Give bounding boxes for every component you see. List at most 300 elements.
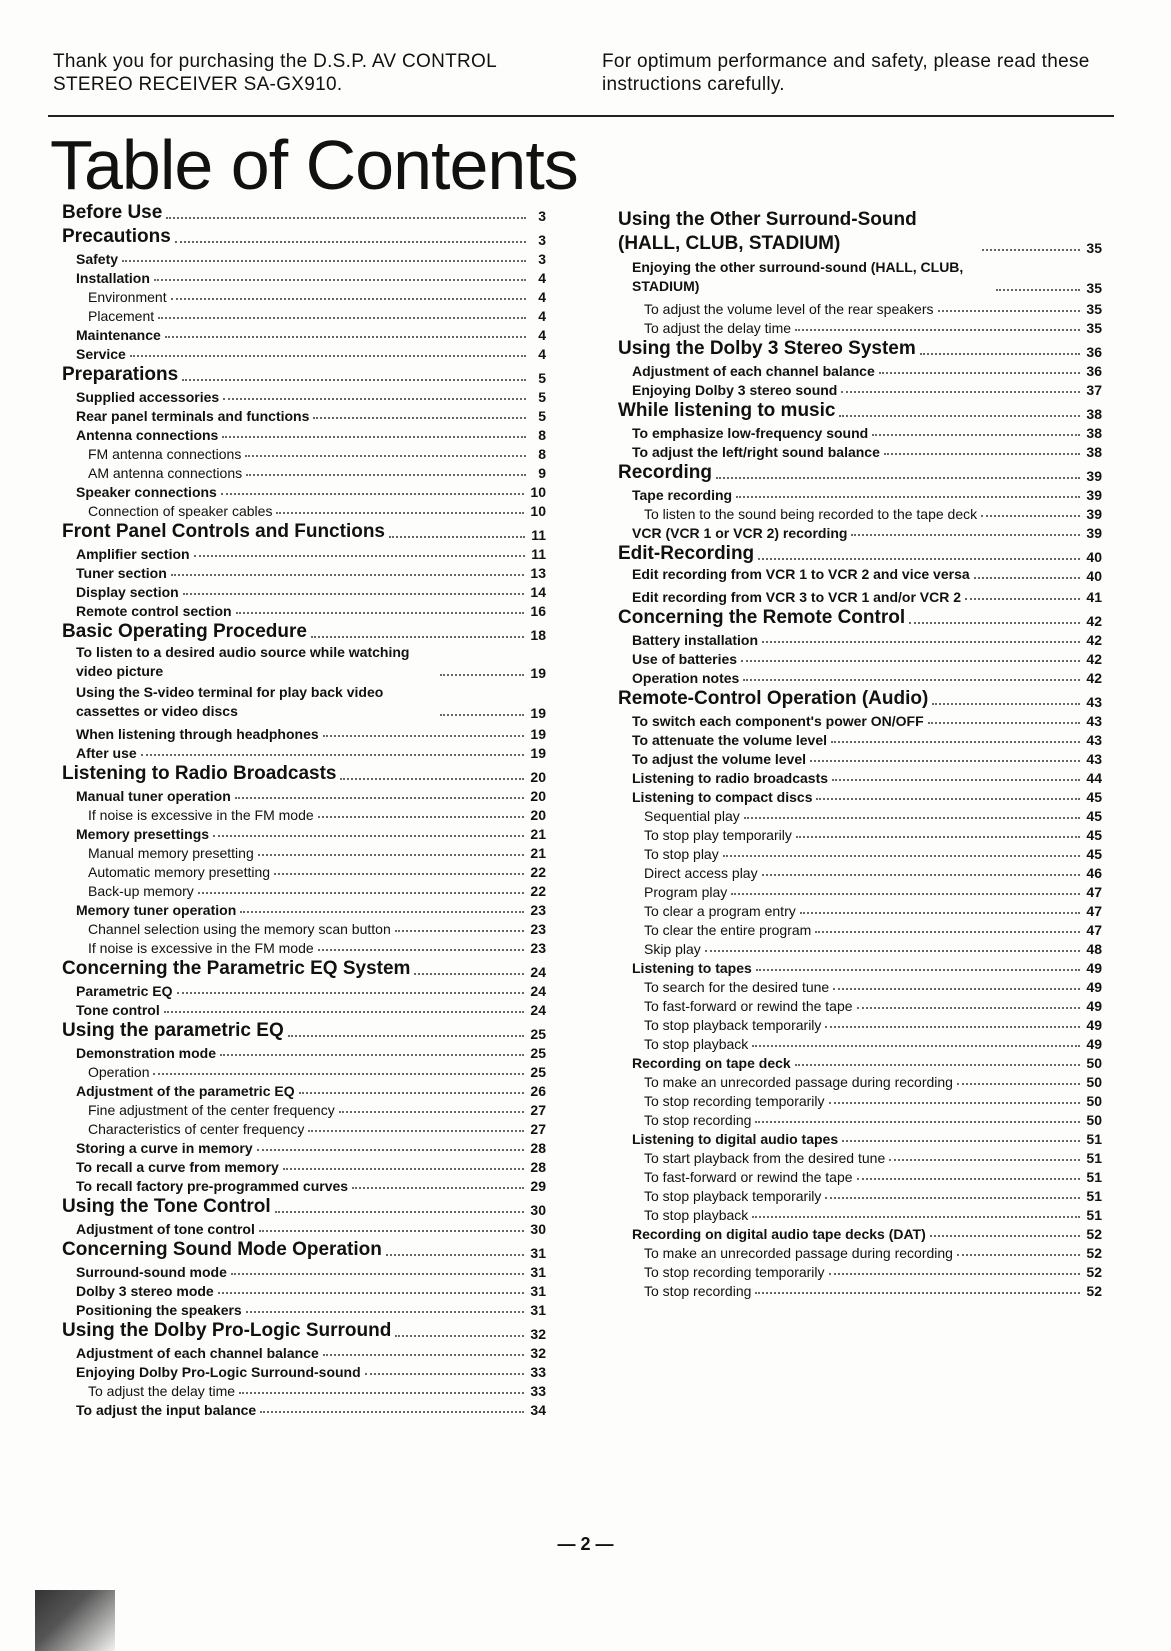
toc-entry bbox=[618, 1223, 1102, 1242]
toc-entry-title: To stop recording temporarily bbox=[644, 1093, 825, 1109]
toc-entry-page: 51 bbox=[1086, 1150, 1102, 1166]
toc-entry-page: 20 bbox=[530, 769, 546, 785]
toc-entry-title: Demonstration mode bbox=[76, 1045, 217, 1061]
toc-entry bbox=[618, 317, 1102, 336]
toc-entry bbox=[62, 386, 546, 405]
leader-dots bbox=[920, 353, 1081, 355]
toc-entry bbox=[62, 1299, 546, 1318]
toc-entry bbox=[62, 600, 546, 619]
toc-entry bbox=[62, 1137, 546, 1156]
leader-dots bbox=[395, 930, 525, 932]
toc-entry-page: 10 bbox=[530, 503, 546, 519]
toc-entry-title: Front Panel Controls and Functions bbox=[62, 521, 385, 542]
toc-entry-title: Connection of speaker cables bbox=[88, 503, 273, 519]
toc-entry-page: 43 bbox=[1086, 694, 1102, 710]
toc-entry-page: 52 bbox=[1086, 1245, 1102, 1261]
toc-entry-title: Fine adjustment of the center frequency bbox=[88, 1102, 335, 1118]
toc-entry-title: Rear panel terminals and functions bbox=[76, 408, 310, 424]
leader-dots bbox=[810, 760, 1080, 762]
toc-entry-page: 43 bbox=[1086, 713, 1102, 729]
toc-entry bbox=[62, 443, 546, 462]
toc-entry-title: Preparations bbox=[62, 364, 179, 385]
leader-dots bbox=[731, 893, 1080, 895]
leader-dots bbox=[829, 1273, 1081, 1275]
toc-entry-page: 11 bbox=[531, 527, 546, 543]
toc-entry-title: Amplifier section bbox=[76, 546, 190, 562]
toc-entry-page: 3 bbox=[538, 232, 546, 248]
leader-dots bbox=[288, 1035, 525, 1037]
toc-entry-title: To recall factory pre-programmed curves bbox=[76, 1178, 349, 1194]
leader-dots bbox=[220, 1054, 524, 1056]
toc-entry bbox=[62, 1156, 546, 1175]
leader-dots bbox=[323, 1354, 525, 1356]
toc-entry bbox=[62, 880, 546, 899]
leader-dots bbox=[246, 474, 526, 476]
leader-dots bbox=[221, 493, 525, 495]
leader-dots bbox=[974, 577, 1081, 579]
leader-dots bbox=[194, 555, 526, 557]
toc-entry-title: Listening to tapes bbox=[632, 960, 752, 976]
toc-entry-title: Use of batteries bbox=[632, 651, 738, 667]
toc-entry-page: 34 bbox=[530, 1402, 546, 1418]
toc-entry-title: When listening through headphones bbox=[76, 726, 319, 742]
leader-dots bbox=[705, 950, 1081, 952]
toc-entry-title: Speaker connections bbox=[76, 484, 217, 500]
toc-entry bbox=[62, 761, 546, 785]
toc-entry-page: 24 bbox=[530, 964, 546, 980]
toc-entry-title: Service bbox=[76, 346, 126, 362]
toc-entry-title: To fast-forward or rewind the tape bbox=[644, 1169, 853, 1185]
leader-dots bbox=[222, 436, 526, 438]
toc-entry-title: Recording on tape deck bbox=[632, 1055, 791, 1071]
toc-entry bbox=[618, 208, 1102, 256]
toc-entry-page: 28 bbox=[530, 1159, 546, 1175]
leader-dots bbox=[183, 593, 525, 595]
toc-entry bbox=[62, 842, 546, 861]
toc-entry bbox=[62, 305, 546, 324]
leader-dots bbox=[440, 674, 524, 676]
toc-entry-page: 38 bbox=[1086, 444, 1102, 460]
toc-entry-page: 49 bbox=[1086, 1017, 1102, 1033]
leader-dots bbox=[259, 1230, 525, 1232]
toc-entry-title: Adjustment of tone control bbox=[76, 1221, 255, 1237]
toc-entry-page: 14 bbox=[530, 584, 546, 600]
toc-entry-title: Maintenance bbox=[76, 327, 161, 343]
toc-entry bbox=[62, 519, 546, 543]
toc-entry bbox=[62, 1380, 546, 1399]
toc-entry-page: 47 bbox=[1086, 903, 1102, 919]
leader-dots bbox=[736, 496, 1080, 498]
toc-entry-page: 31 bbox=[530, 1245, 546, 1261]
toc-entry bbox=[62, 543, 546, 562]
toc-entry bbox=[618, 881, 1102, 900]
toc-entry-title: Edit recording from VCR 1 to VCR 2 and vice versa bbox=[632, 566, 970, 582]
toc-entry-title: AM antenna connections bbox=[88, 465, 243, 481]
toc-entry bbox=[618, 957, 1102, 976]
toc-entry bbox=[62, 1118, 546, 1137]
toc-entry-page: 28 bbox=[530, 1140, 546, 1156]
toc-entry-title: To search for the desired tune bbox=[644, 979, 830, 995]
toc-entry-page: 20 bbox=[530, 807, 546, 823]
leader-dots bbox=[795, 1064, 1081, 1066]
leader-dots bbox=[231, 1273, 525, 1275]
toc-entry-title: Recording bbox=[618, 462, 712, 483]
toc-entry-title: After use bbox=[76, 745, 137, 761]
toc-entry-page: 39 bbox=[1086, 525, 1102, 541]
toc-entry-page: 22 bbox=[530, 883, 546, 899]
leader-dots bbox=[815, 931, 1080, 933]
leader-dots bbox=[758, 558, 1080, 560]
toc-entry bbox=[618, 1166, 1102, 1185]
leader-dots bbox=[832, 779, 1080, 781]
toc-entry-page: 3 bbox=[538, 251, 546, 267]
toc-entry-page: 25 bbox=[530, 1064, 546, 1080]
toc-entry-title: To stop playback temporarily bbox=[644, 1017, 822, 1033]
toc-entry bbox=[62, 683, 546, 721]
toc-entry bbox=[618, 298, 1102, 317]
toc-entry-page: 52 bbox=[1086, 1226, 1102, 1242]
leader-dots bbox=[833, 988, 1080, 990]
leader-dots bbox=[982, 249, 1080, 251]
toc-entry-page: 4 bbox=[538, 308, 546, 324]
toc-entry bbox=[62, 405, 546, 424]
toc-entry-page: 4 bbox=[538, 270, 546, 286]
toc-entry bbox=[62, 1194, 546, 1218]
toc-entry-page: 13 bbox=[530, 565, 546, 581]
toc-entry-title: Using the parametric EQ bbox=[62, 1020, 284, 1041]
toc-entry bbox=[62, 861, 546, 880]
toc-entry bbox=[62, 1175, 546, 1194]
toc-entry-title: FM antenna connections bbox=[88, 446, 242, 462]
toc-entry bbox=[62, 742, 546, 761]
toc-entry bbox=[618, 586, 1102, 605]
toc-entry-page: 31 bbox=[530, 1264, 546, 1280]
toc-entry bbox=[618, 786, 1102, 805]
leader-dots bbox=[932, 703, 1080, 705]
toc-entry bbox=[618, 1147, 1102, 1166]
toc-entry-title: Adjustment of each channel balance bbox=[632, 363, 875, 379]
toc-entry bbox=[618, 1280, 1102, 1299]
leader-dots bbox=[800, 912, 1081, 914]
leader-dots bbox=[841, 391, 1080, 393]
toc-entry-page: 22 bbox=[530, 864, 546, 880]
toc-entry bbox=[618, 565, 1102, 584]
toc-entry-title: To stop recording bbox=[644, 1283, 752, 1299]
toc-entry bbox=[62, 424, 546, 443]
toc-entry-title: Safety bbox=[76, 251, 119, 267]
toc-entry-title: Using the Dolby Pro-Logic Surround bbox=[62, 1320, 392, 1341]
toc-entry-title: VCR (VCR 1 or VCR 2) recording bbox=[632, 525, 848, 541]
leader-dots bbox=[928, 722, 1081, 724]
leader-dots bbox=[386, 1254, 525, 1256]
toc-entry-title: Parametric EQ bbox=[76, 983, 173, 999]
toc-entry bbox=[618, 629, 1102, 648]
toc-entry-page: 46 bbox=[1086, 865, 1102, 881]
leader-dots bbox=[141, 754, 525, 756]
leader-dots bbox=[154, 279, 526, 281]
toc-entry bbox=[618, 729, 1102, 748]
leader-dots bbox=[339, 1111, 525, 1113]
toc-entry bbox=[618, 422, 1102, 441]
toc-entry bbox=[618, 484, 1102, 503]
toc-entry-title: Concerning the Parametric EQ System bbox=[62, 958, 411, 979]
toc-entry-page: 5 bbox=[538, 389, 546, 405]
toc-entry-page: 21 bbox=[530, 845, 546, 861]
toc-entry-page: 35 bbox=[1086, 280, 1102, 296]
toc-entry bbox=[62, 343, 546, 362]
leader-dots bbox=[308, 1130, 524, 1132]
leader-dots bbox=[825, 1026, 1080, 1028]
leader-dots bbox=[235, 797, 525, 799]
toc-entry-title: To stop recording bbox=[644, 1112, 752, 1128]
toc-entry bbox=[618, 1261, 1102, 1280]
page-title: Table of Contents bbox=[50, 126, 578, 204]
leader-dots bbox=[851, 534, 1080, 536]
toc-entry-page: 9 bbox=[538, 465, 546, 481]
toc-entry bbox=[618, 843, 1102, 862]
leader-dots bbox=[938, 310, 1081, 312]
toc-entry-page: 33 bbox=[530, 1383, 546, 1399]
toc-entry-title: To listen to the sound being recorded to the tape deck bbox=[644, 506, 978, 522]
leader-dots bbox=[213, 835, 524, 837]
toc-entry-page: 51 bbox=[1086, 1131, 1102, 1147]
toc-entry-title: Positioning the speakers bbox=[76, 1302, 242, 1318]
toc-entry-page: 52 bbox=[1086, 1283, 1102, 1299]
toc-entry-page: 24 bbox=[530, 983, 546, 999]
toc-entry-title: Antenna connections bbox=[76, 427, 219, 443]
toc-entry-title: Listening to radio broadcasts bbox=[632, 770, 829, 786]
toc-entry-page: 42 bbox=[1086, 632, 1102, 648]
toc-entry-page: 45 bbox=[1086, 846, 1102, 862]
leader-dots bbox=[879, 372, 1081, 374]
leader-dots bbox=[299, 1092, 525, 1094]
leader-dots bbox=[762, 641, 1080, 643]
toc-entry-page: 20 bbox=[530, 788, 546, 804]
leader-dots bbox=[755, 1121, 1080, 1123]
leader-dots bbox=[957, 1083, 1080, 1085]
toc-entry-title: To adjust the input balance bbox=[76, 1402, 257, 1418]
toc-entry bbox=[62, 643, 546, 681]
leader-dots bbox=[414, 973, 524, 975]
toc-entry-title: To adjust the volume level of the rear speakers bbox=[644, 301, 934, 317]
toc-entry-page: 18 bbox=[530, 627, 546, 643]
leader-dots bbox=[257, 1149, 525, 1151]
toc-entry-title: Enjoying Dolby Pro-Logic Surround-sound bbox=[76, 1364, 361, 1380]
toc-entry-title: To recall a curve from memory bbox=[76, 1159, 279, 1175]
toc-entry-page: 47 bbox=[1086, 922, 1102, 938]
leader-dots bbox=[981, 515, 1080, 517]
toc-entry-title: Enjoying Dolby 3 stereo sound bbox=[632, 382, 838, 398]
intro-thank-you: Thank you for purchasing the D.S.P. AV CONTROL STEREO RECEIVER SA-GX910. bbox=[53, 51, 497, 95]
toc-entry bbox=[62, 581, 546, 600]
leader-dots bbox=[283, 1168, 525, 1170]
toc-entry-title: To stop playback bbox=[644, 1036, 749, 1052]
toc-entry-page: 51 bbox=[1086, 1188, 1102, 1204]
toc-entry bbox=[618, 686, 1102, 710]
toc-entry bbox=[618, 1090, 1102, 1109]
toc-entry-page: 47 bbox=[1086, 884, 1102, 900]
toc-entry bbox=[618, 1109, 1102, 1128]
toc-entry-page: 49 bbox=[1086, 1036, 1102, 1052]
leader-dots bbox=[829, 1102, 1081, 1104]
toc-entry-title: If noise is excessive in the FM mode bbox=[88, 807, 314, 823]
toc-entry bbox=[62, 1318, 546, 1342]
toc-entry-title: If noise is excessive in the FM mode bbox=[88, 940, 314, 956]
toc-entry-page: 51 bbox=[1086, 1207, 1102, 1223]
toc-entry-title: To listen to a desired audio source while watching video picture bbox=[76, 644, 410, 679]
toc-entry-title: Characteristics of center frequency bbox=[88, 1121, 305, 1137]
toc-entry-page: 11 bbox=[531, 546, 546, 562]
toc-entry bbox=[618, 522, 1102, 541]
leader-dots bbox=[889, 1159, 1080, 1161]
leader-dots bbox=[166, 217, 526, 219]
toc-entry-page: 45 bbox=[1086, 827, 1102, 843]
toc-entry-title: Edit-Recording bbox=[618, 543, 755, 564]
toc-entry-page: 8 bbox=[538, 427, 546, 443]
leader-dots bbox=[311, 636, 524, 638]
toc-entry-page: 42 bbox=[1086, 613, 1102, 629]
toc-entry-title: Display section bbox=[76, 584, 179, 600]
leader-dots bbox=[389, 536, 525, 538]
toc-entry bbox=[618, 1242, 1102, 1261]
toc-entry-title: To stop recording temporarily bbox=[644, 1264, 825, 1280]
toc-entry bbox=[618, 824, 1102, 843]
leader-dots bbox=[198, 892, 525, 894]
toc-entry-page: 43 bbox=[1086, 732, 1102, 748]
toc-entry bbox=[618, 1204, 1102, 1223]
toc-entry bbox=[62, 1361, 546, 1380]
toc-entry-page: 45 bbox=[1086, 789, 1102, 805]
toc-entry bbox=[62, 500, 546, 519]
toc-entry-title: To clear the entire program bbox=[644, 922, 812, 938]
leader-dots bbox=[223, 398, 526, 400]
toc-entry-title: Enjoying the other surround-sound (HALL, CLUB, STADIUM) bbox=[632, 259, 964, 294]
leader-dots bbox=[839, 415, 1080, 417]
toc-entry-page: 48 bbox=[1086, 941, 1102, 957]
leader-dots bbox=[240, 911, 524, 913]
toc-entry-title: To make an unrecorded passage during recording bbox=[644, 1074, 953, 1090]
leader-dots bbox=[795, 329, 1080, 331]
toc-entry-title: Dolby 3 stereo mode bbox=[76, 1283, 214, 1299]
toc-entry-title: To switch each component's power ON/OFF bbox=[632, 713, 924, 729]
toc-entry bbox=[62, 804, 546, 823]
header-divider bbox=[48, 115, 1114, 117]
toc-entry-page: 41 bbox=[1086, 589, 1102, 605]
leader-dots bbox=[756, 969, 1081, 971]
toc-entry-page: 19 bbox=[530, 745, 546, 761]
leader-dots bbox=[340, 778, 524, 780]
toc-entry-title: Tone control bbox=[76, 1002, 160, 1018]
toc-entry bbox=[618, 1033, 1102, 1052]
leader-dots bbox=[175, 241, 526, 243]
toc-entry bbox=[618, 360, 1102, 379]
toc-entry-title: To adjust the left/right sound balance bbox=[632, 444, 880, 460]
toc-entry bbox=[62, 224, 546, 248]
toc-entry-page: 39 bbox=[1086, 506, 1102, 522]
toc-entry bbox=[618, 1052, 1102, 1071]
toc-entry-page: 50 bbox=[1086, 1055, 1102, 1071]
leader-dots bbox=[323, 735, 525, 737]
leader-dots bbox=[365, 1373, 525, 1375]
toc-entry bbox=[618, 336, 1102, 360]
toc-entry bbox=[62, 1342, 546, 1361]
toc-entry-title: To start playback from the desired tune bbox=[644, 1150, 886, 1166]
toc-entry-page: 19 bbox=[530, 705, 546, 721]
toc-entry bbox=[618, 460, 1102, 484]
toc-entry-title: Remote control section bbox=[76, 603, 232, 619]
leader-dots bbox=[318, 816, 525, 818]
toc-entry-page: 39 bbox=[1086, 487, 1102, 503]
leader-dots bbox=[275, 1211, 525, 1213]
leader-dots bbox=[831, 741, 1080, 743]
leader-dots bbox=[245, 455, 526, 457]
toc-entry-title: Using the Tone Control bbox=[62, 1196, 271, 1217]
toc-entry-page: 35 bbox=[1086, 301, 1102, 317]
toc-entry-title: Memory presettings bbox=[76, 826, 210, 842]
toc-entry-title: Remote-Control Operation (Audio) bbox=[618, 688, 929, 709]
toc-entry bbox=[62, 481, 546, 500]
toc-entry-page: 37 bbox=[1086, 382, 1102, 398]
toc-entry bbox=[62, 362, 546, 386]
toc-entry-page: 4 bbox=[538, 327, 546, 343]
leader-dots bbox=[164, 1011, 525, 1013]
toc-entry-title: Edit recording from VCR 3 to VCR 1 and/or VCR 2 bbox=[632, 589, 962, 605]
toc-entry-title: Storing a curve in memory bbox=[76, 1140, 253, 1156]
toc-entry-page: 32 bbox=[530, 1326, 546, 1342]
toc-entry-title: Placement bbox=[88, 308, 155, 324]
toc-entry bbox=[618, 805, 1102, 824]
toc-entry-title: Using the S-video terminal for play back video cassettes or video discs bbox=[76, 684, 384, 719]
toc-entry bbox=[618, 938, 1102, 957]
toc-entry bbox=[618, 1128, 1102, 1147]
toc-entry-page: 35 bbox=[1086, 240, 1102, 256]
leader-dots bbox=[842, 1140, 1080, 1142]
toc-right-column bbox=[618, 208, 1102, 1299]
toc-entry bbox=[62, 937, 546, 956]
toc-entry bbox=[618, 258, 1102, 296]
toc-entry bbox=[62, 1280, 546, 1299]
toc-entry-title: To stop play bbox=[644, 846, 719, 862]
toc-entry bbox=[62, 918, 546, 937]
toc-entry bbox=[62, 462, 546, 481]
leader-dots bbox=[796, 836, 1081, 838]
toc-entry-page: 31 bbox=[530, 1283, 546, 1299]
leader-dots bbox=[957, 1254, 1080, 1256]
toc-entry bbox=[618, 976, 1102, 995]
toc-entry-page: 31 bbox=[530, 1302, 546, 1318]
toc-entry-page: 44 bbox=[1086, 770, 1102, 786]
toc-entry-page: 30 bbox=[530, 1221, 546, 1237]
toc-entry-title: Environment bbox=[88, 289, 167, 305]
toc-entry-page: 45 bbox=[1086, 808, 1102, 824]
leader-dots bbox=[260, 1411, 524, 1413]
toc-entry-page: 19 bbox=[530, 726, 546, 742]
toc-entry-page: 27 bbox=[530, 1121, 546, 1137]
leader-dots bbox=[318, 949, 525, 951]
toc-entry-title: To adjust the delay time bbox=[644, 320, 792, 336]
leader-dots bbox=[825, 1197, 1080, 1199]
leader-dots bbox=[996, 289, 1080, 291]
intro-instructions: For optimum performance and safety, please read these instructions carefully. bbox=[602, 51, 1090, 95]
toc-entry bbox=[618, 710, 1102, 729]
toc-entry-page: 29 bbox=[530, 1178, 546, 1194]
toc-entry bbox=[62, 1080, 546, 1099]
toc-entry-page: 24 bbox=[530, 1002, 546, 1018]
toc-entry-page: 42 bbox=[1086, 651, 1102, 667]
toc-entry-title: To make an unrecorded passage during recording bbox=[644, 1245, 953, 1261]
toc-entry bbox=[62, 1237, 546, 1261]
leader-dots bbox=[274, 873, 524, 875]
